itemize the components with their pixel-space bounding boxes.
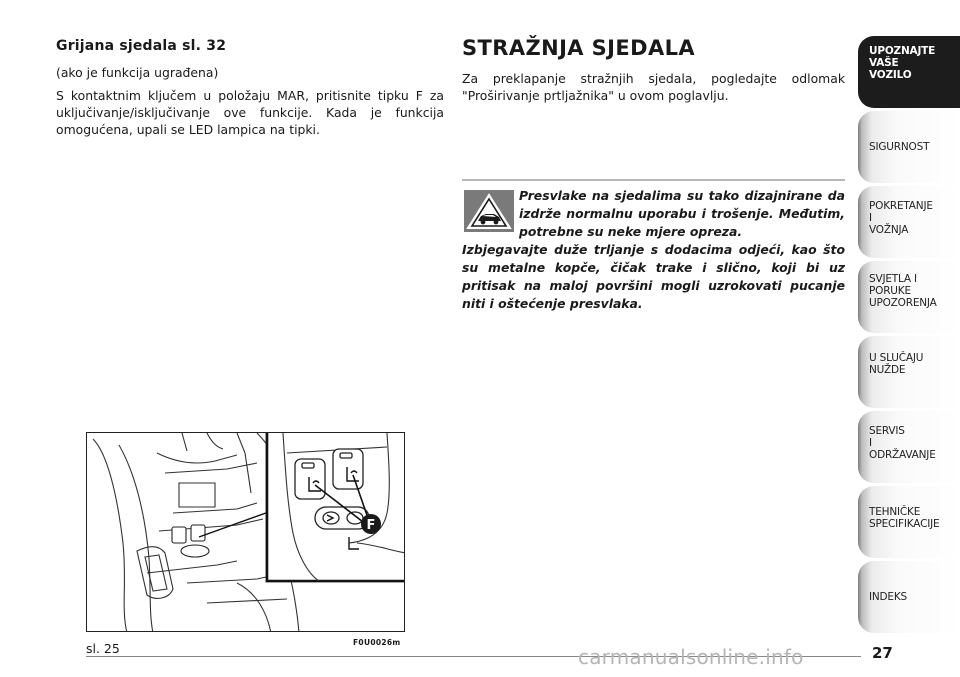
heated-seats-title: Grijana sjedala sl. 32 xyxy=(56,38,227,54)
warning-box xyxy=(462,179,845,313)
figure-heated-seat-buttons xyxy=(86,432,405,632)
console-illustration xyxy=(87,433,405,632)
right-column xyxy=(462,36,845,110)
tab-u-slucaju-nuzde[interactable]: U SLUČAJU NUŽDE xyxy=(858,336,960,408)
figure-label: sl. 25 xyxy=(86,641,120,656)
rear-seats-heading: STRAŽNJA SJEDALA xyxy=(462,36,696,60)
tab-pokretanje-i-voznja[interactable]: POKRETANJE I VOŽNJA xyxy=(858,186,960,258)
left-column xyxy=(56,38,444,144)
heated-seats-paragraph: S kontaktnim ključem u položaju MAR, pritisnite tipku F za uključivanje/isključivanje ove funkcije. Kada je funkcija omogućena, upali se LED lampica na tipki. xyxy=(56,88,444,137)
chapter-sidebar xyxy=(858,36,960,636)
tab-indeks[interactable]: INDEKS xyxy=(858,561,960,633)
tab-upoznajte-vase-vozilo[interactable]: UPOZNAJTE VAŠE VOZILO xyxy=(858,36,960,108)
rear-seats-paragraph: Za preklapanje stražnjih sjedala, pogledajte odlomak "Proširivanje prtljažnika" u ovom poglavlju. xyxy=(462,71,845,103)
warning-rest: Izbjegavajte duže trljanje s dodacima odjeći, kao što su metalne kopče, čičak trake i slično, koji bi uz pritisak na maloj površini mogli uzrokovati pucanje niti i oštećenje presvlaka. xyxy=(462,242,845,311)
availability-note: (ako je funkcija ugrađena) xyxy=(56,65,219,80)
callout-f-label: F xyxy=(366,518,376,533)
warning-triangle-car-icon xyxy=(464,190,514,232)
tab-sigurnost[interactable]: SIGURNOST xyxy=(858,111,960,183)
tab-svjetla-poruke-upozorenja[interactable]: SVJETLA I PORUKE UPOZORENJA xyxy=(858,261,960,333)
tab-tehnicke-specifikacije[interactable]: TEHNIČKE SPECIFIKACIJE xyxy=(858,486,960,558)
tab-servis-i-odrzavanje[interactable]: SERVIS I ODRŽAVANJE xyxy=(858,411,960,483)
watermark: carmanualsonline.info xyxy=(578,645,804,669)
page-number: 27 xyxy=(872,644,893,662)
warning-first-sentence: Presvlake na sjedalima su tako dizajnirane da izdrže normalnu uporabu i trošenje. Međutim, potrebne su neke mjere opreza. xyxy=(519,188,845,239)
figure-code: F0U0026m xyxy=(353,638,401,647)
